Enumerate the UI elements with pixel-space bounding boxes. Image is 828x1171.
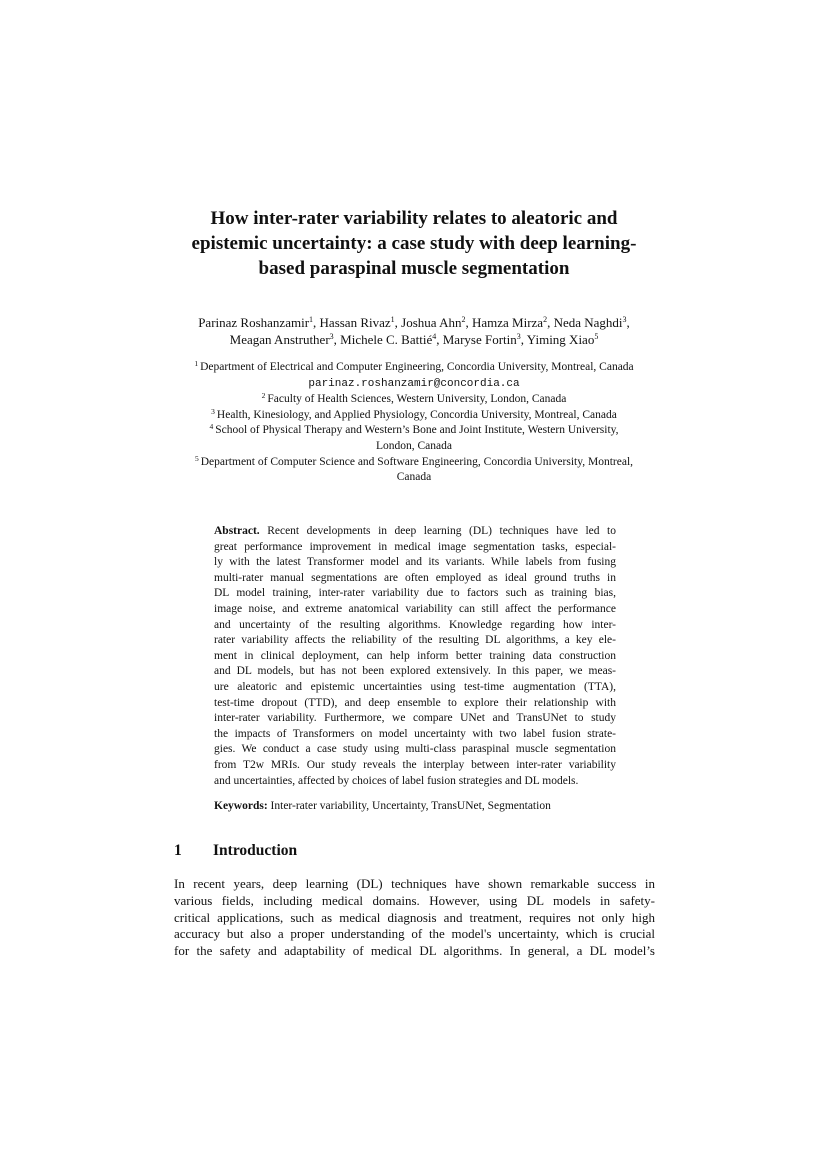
affiliation-2: $^2$ Faculty of Health Sciences, Western University, London, Canada — [261, 391, 567, 406]
body-line: critical applications, such as medical diagnosis and treatment, requires not only high — [174, 909, 655, 925]
abstract-line: inter-rater variability. Furthermore, we compare UNet and TransUNet to study — [214, 712, 616, 725]
author-name: Meagan Anstruther — [229, 332, 330, 347]
abstract-line: ure aleatoric and epistemic uncertainties using test-time augmentation (TTA), — [214, 680, 616, 693]
author-affil-mark: 3 — [622, 315, 627, 324]
abstract — [214, 524, 616, 789]
author-affil-mark: 2 — [461, 315, 466, 324]
author-name: Yiming Xiao — [526, 332, 595, 347]
affiliation-1: $^1$ Department of Electrical and Computer Engineering, Concordia University, Montreal, Canada — [194, 359, 634, 373]
paper-title-line: How inter-rater variability relates to aleatoric and — [210, 208, 618, 229]
affiliation-4: $^4$ School of Physical Therapy and Western’s Bone and Joint Institute, Western University, — [209, 422, 619, 437]
affiliation-5: $^5$ Department of Computer Science and Software Engineering, Concordia University, Montreal, — [194, 453, 634, 468]
affiliation-5-cont: Canada — [396, 471, 432, 484]
abstract-line: DL model training, inter-rater variability due to factors such as training bias, — [214, 587, 616, 600]
abstract-line: ly with the latest Transformer model and its variants. While labels from fusing — [214, 556, 616, 569]
affiliation-list — [166, 360, 662, 486]
section-number: 1 — [174, 842, 182, 859]
author-name: Maryse Fortin — [442, 332, 517, 347]
paper-title-line: based paraspinal muscle segmentation — [258, 258, 570, 279]
abstract-label: Abstract. — [214, 525, 260, 537]
body-line: accuracy but also a proper understanding of the model's uncertainty, which is crucial — [174, 926, 655, 942]
keywords-text: Inter-rater variability, Uncertainty, TransUNet, Segmentation — [270, 800, 551, 812]
abstract-line: Abstract. Recent developments in deep learning (DL) techniques have led to — [214, 525, 616, 537]
abstract-line: from T2w MRIs. Our study reveals the interplay between inter-rater variability — [214, 758, 616, 771]
author-name: Neda Naghdi — [553, 315, 623, 330]
author-affil-mark: 4 — [432, 332, 437, 341]
body-line: In recent years, deep learning (DL) techniques have shown remarkable success in — [174, 876, 655, 891]
body-line: for the safety and adaptability of medical DL algorithms. In general, a DL model’s — [174, 943, 655, 959]
section-title: Introduction — [213, 842, 298, 859]
author-affil-mark: 1 — [309, 315, 314, 324]
author-name: Joshua Ahn — [401, 315, 462, 330]
keywords-label: Keywords: — [214, 800, 268, 812]
author-name: Hassan Rivaz — [319, 315, 391, 330]
author-affil-mark: 3 — [329, 332, 334, 341]
affiliation-4-cont: London, Canada — [375, 439, 452, 452]
contact-email[interactable]: parinaz.roshanzamir@concordia.ca — [308, 377, 520, 390]
section-heading-introduction — [174, 841, 297, 861]
author-line: Parinaz Roshanzamir$^1$, Hassan Rivaz$^1$, Joshua Ahn$^2$, Hamza Mirza$^2$, Neda Naghdi$^3$, — [198, 315, 630, 330]
author-name: Parinaz Roshanzamir — [198, 315, 310, 330]
paper-title-line: epistemic uncertainty: a case study with deep learning- — [191, 233, 637, 254]
abstract-line: gies. We conduct a case study using multi-class paraspinal muscle segmentation — [214, 743, 616, 756]
introduction-body — [174, 876, 655, 960]
abstract-line: rater variability affects the reliability of the resulting DL algorithms, a key ele- — [214, 634, 616, 647]
abstract-line: and uncertainties, affected by choices of label fusion strategies and DL models. — [214, 774, 579, 787]
author-list — [150, 314, 678, 348]
abstract-line: ment in clinical deployment, can help inform better training data construction — [214, 649, 616, 662]
abstract-line: and DL models, but has not been explored extensively. In this paper, we meas- — [214, 665, 616, 678]
affiliation-3: $^3$ Health, Kinesiology, and Applied Physiology, Concordia University, Montreal, Canada — [211, 406, 617, 421]
abstract-line: and uncertainty of the resulting algorithms. Knowledge regarding how inter- — [214, 618, 616, 631]
author-affil-mark: 3 — [516, 332, 521, 341]
author-affil-mark: 5 — [594, 332, 599, 341]
author-affil-mark: 1 — [390, 315, 395, 324]
author-line: Meagan Anstruther$^3$, Michele C. Battié$^4$, Maryse Fortin$^3$, Yiming Xiao$^5$ — [229, 332, 599, 347]
abstract-line: test-time dropout (TTD), and deep ensemble to explore their relationship with — [214, 696, 616, 709]
author-affil-mark: 2 — [543, 315, 548, 324]
abstract-line: the impacts of Transformers on model uncertainty with two label fusion strate- — [214, 727, 616, 740]
body-line: various fields, including medical domains. However, using DL models in safety- — [174, 892, 655, 908]
author-name: Hamza Mirza — [471, 315, 544, 330]
author-name: Michele C. Battié — [340, 332, 433, 347]
abstract-line: image noise, and extreme anatomical variability can still affect the performance — [214, 602, 616, 615]
abstract-line: great performance improvement in medical image segmentation tasks, especial- — [214, 540, 616, 553]
paper-title — [150, 206, 678, 281]
keywords — [214, 799, 616, 815]
abstract-line: multi-rater manual segmentations are often employed as ideal ground truths in — [214, 571, 616, 584]
